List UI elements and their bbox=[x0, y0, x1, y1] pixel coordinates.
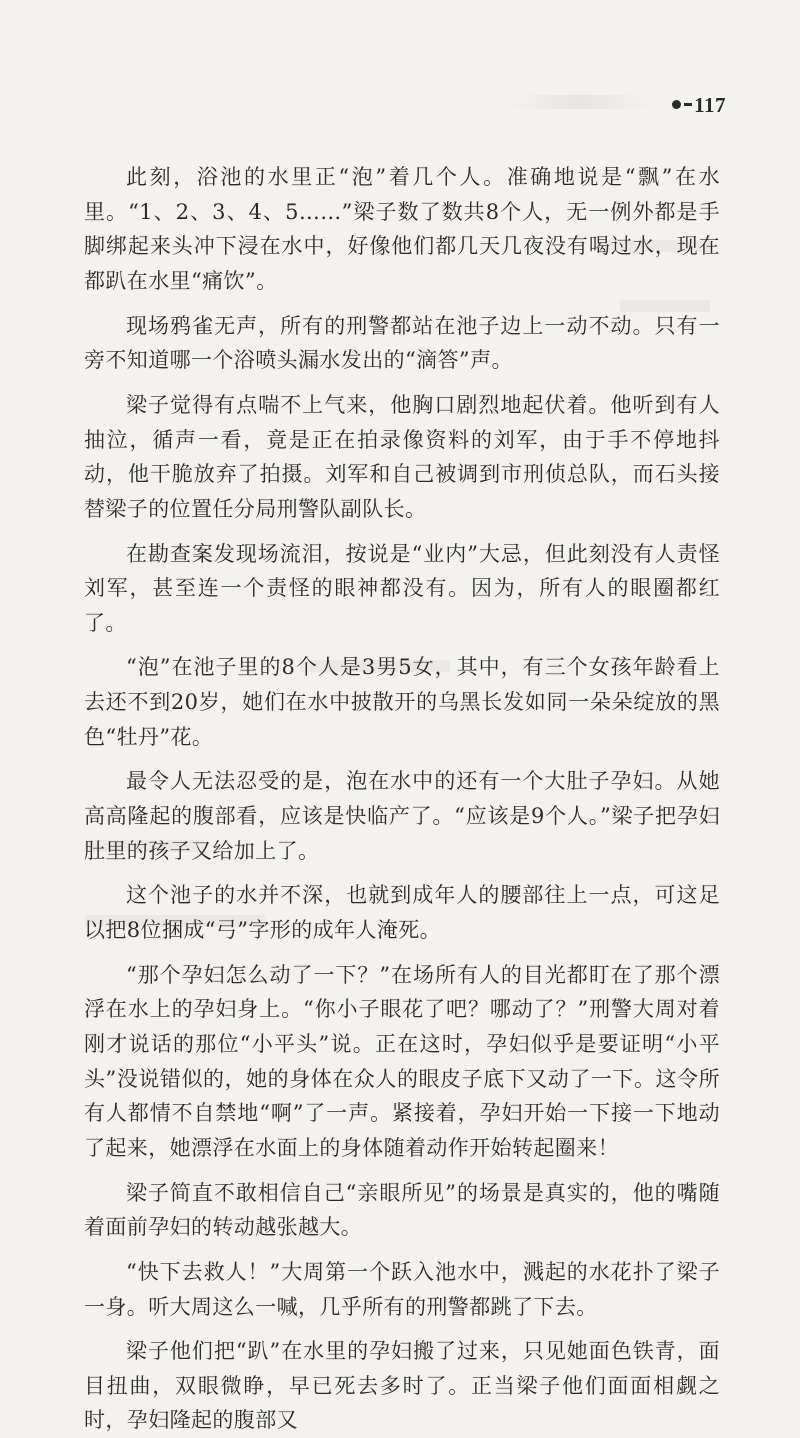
paragraph: “快下去救人！”大周第一个跃入池水中，溅起的水花扑了梁子一身。听大周这么一喊，几乎所有的刑警都跳了下去。 bbox=[84, 1259, 720, 1319]
paragraph: 最令人无法忍受的是，泡在水中的还有一个大肚子孕妇。从她高高隆起的腹部看，应该是快临产了。“应该是9个人。”梁子把孕妇肚里的孩子又给加上了。 bbox=[84, 769, 720, 863]
paragraph: “泡”在池子里的8个人是3男5女，其中，有三个女孩年龄看上去还不到20岁，她们在水中披散开的乌黑长发如同一朵朵绽放的黑色“牡丹”花。 bbox=[84, 655, 720, 749]
paragraph: 此刻，浴池的水里正“泡”着几个人。准确地说是“飘”在水里。“1、2、3、4、5……”梁子数了数共8个人，无一例外都是手脚绑起来头冲下浸在水中，好像他们都几天几夜没有喝过水，现在都趴在水里“痛饮”。 bbox=[84, 165, 720, 293]
body-text bbox=[84, 160, 720, 1438]
paragraph: “那个孕妇怎么动了一下？”在场所有人的目光都盯在了那个漂浮在水上的孕妇身上。“你小子眼花了吧？哪动了？”刑警大周对着刚才说话的那位“小平头”说。正在这时，孕妇似乎是要证明“小平头”没说错似的，她的身体在众人的眼皮子底下又动了一下。这令所有人都情不自禁地“啊”了一声。紧接着，孕妇开始一下接一下地动了起来，她漂浮在水面上的身体随着动作开始转起圈来！ bbox=[84, 962, 720, 1160]
paragraph: 现场鸦雀无声，所有的刑警都站在池子边上一动不动。只有一旁不知道哪一个浴喷头漏水发出的“滴答”声。 bbox=[84, 313, 720, 373]
bullet-icon bbox=[672, 100, 681, 109]
paragraph: 梁子觉得有点喘不上气来，他胸口剧烈地起伏着。他听到有人抽泣，循声一看，竟是正在拍录像资料的刘军，由于手不停地抖动，他干脆放弃了拍摄。刘军和自己被调到市刑侦总队，而石头接替梁子的位置任分局刑警队副队长。 bbox=[84, 392, 720, 521]
bleed-through-header bbox=[505, 95, 655, 109]
dash-icon bbox=[684, 103, 692, 106]
page-number-area bbox=[672, 93, 726, 118]
paragraph: 在勘查案发现场流泪，按说是“业内”大忌，但此刻没有人责怪刘军，甚至连一个责怪的眼神都没有。因为，所有人的眼圈都红了。 bbox=[84, 541, 720, 635]
paragraph: 这个池子的水并不深，也就到成年人的腰部往上一点，可这足以把8位捆成“弓”字形的成年人淹死。 bbox=[84, 883, 720, 942]
paragraph: 梁子他们把“趴”在水里的孕妇搬了过来，只见她面色铁青，面目扭曲，双眼微睁，早已死去多时了。正当梁子他们面面相觑之时，孕妇隆起的腹部又 bbox=[84, 1339, 720, 1433]
page-number: 117 bbox=[694, 93, 726, 117]
paragraph: 梁子简直不敢相信自己“亲眼所见”的场景是真实的，他的嘴随着面前孕妇的转动越张越大。 bbox=[84, 1180, 720, 1240]
